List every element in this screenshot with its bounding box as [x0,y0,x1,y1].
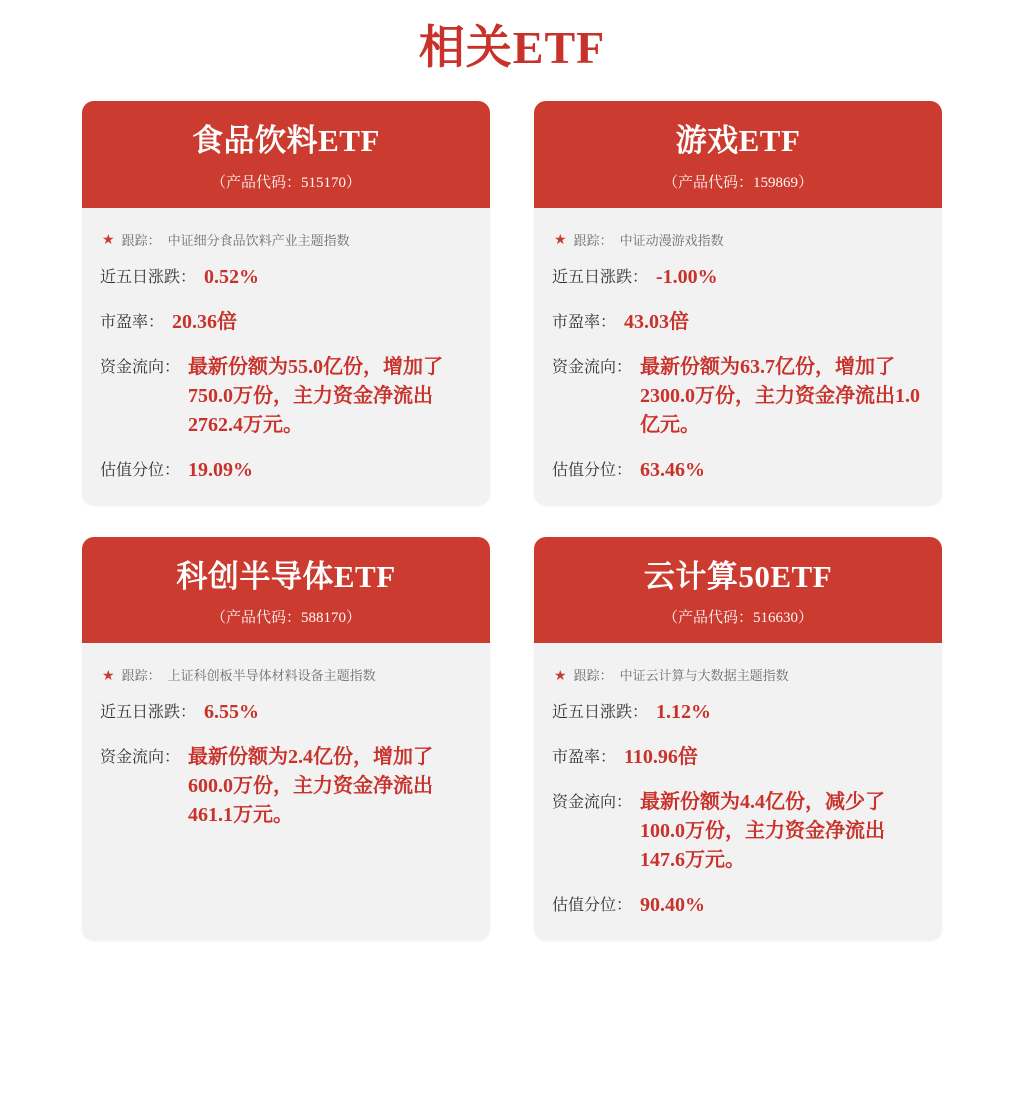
etf-card-header [534,101,942,208]
pe-ratio-label: 市盈率： [552,313,617,331]
five-day-change-row [100,263,472,292]
valuation-percentile-row [100,456,472,485]
fund-flow-row [552,788,924,875]
five-day-change-row [552,263,924,292]
etf-card-grid [0,101,1024,940]
tracking-index-row [100,657,472,698]
valuation-percentile-value: 63.46% [640,458,706,481]
valuation-percentile-row [552,891,924,920]
valuation-percentile-row [552,456,924,485]
pe-ratio-label: 市盈率： [100,313,165,331]
star-icon: ★ [102,666,115,683]
etf-card-body [82,643,490,940]
etf-code: （产品代码：159869） [662,174,813,191]
fund-flow-value: 最新份额为2.4亿份，增加了600.0万份，主力资金净流出461.1万元。 [188,746,434,827]
etf-code: （产品代码：516630） [662,610,813,627]
valuation-percentile-value: 19.09% [188,458,254,481]
star-icon: ★ [554,666,567,683]
five-day-change-value: 1.12% [656,701,712,724]
five-day-change-value: 0.52% [204,265,260,288]
etf-card-header [82,537,490,644]
pe-ratio-row [552,743,924,772]
five-day-change-row [100,698,472,727]
tracking-index-name: 中证云计算与大数据主题指数 [619,668,789,684]
tracking-index-row [100,222,472,263]
etf-card[interactable] [534,537,942,941]
tracking-index-name: 中证动漫游戏指数 [619,232,724,248]
fund-flow-value: 最新份额为4.4亿份，减少了100.0万份，主力资金净流出147.6万元。 [640,791,886,872]
etf-card[interactable] [82,537,490,941]
valuation-percentile-label: 估值分位： [552,461,633,479]
five-day-change-value: 6.55% [204,701,260,724]
etf-card-body [82,208,490,505]
fund-flow-label: 资金流向： [100,358,181,376]
valuation-percentile-value: 90.40% [640,894,706,917]
five-day-change-label: 近五日涨跌： [100,268,197,286]
five-day-change-value: -1.00% [656,265,718,288]
etf-card[interactable] [534,101,942,505]
etf-name: 食品饮料ETF [192,123,380,159]
tracking-index-name: 上证科创板半导体材料设备主题指数 [167,668,376,684]
valuation-percentile-label: 估值分位： [552,897,633,915]
etf-name: 科创半导体ETF [176,558,396,594]
five-day-change-row [552,698,924,727]
pe-ratio-value: 110.96倍 [624,746,698,769]
etf-card-body [534,208,942,505]
tracking-label: 跟踪： [121,668,161,684]
fund-flow-label: 资金流向： [552,358,633,376]
fund-flow-label: 资金流向： [552,794,633,812]
pe-ratio-value: 43.03倍 [624,310,690,333]
page-title: 相关ETF [418,22,606,73]
tracking-label: 跟踪： [573,668,613,684]
pe-ratio-row [100,308,472,337]
pe-ratio-value: 20.36倍 [172,310,238,333]
etf-name: 云计算50ETF [643,558,833,594]
five-day-change-label: 近五日涨跌： [552,268,649,286]
fund-flow-value: 最新份额为63.7亿份，增加了2300.0万份，主力资金净流出1.0亿元。 [640,355,921,436]
fund-flow-row [100,743,472,830]
tracking-index-name: 中证细分食品饮料产业主题指数 [167,232,350,248]
etf-card-body [534,643,942,940]
etf-card-header [82,101,490,208]
pe-ratio-label: 市盈率： [552,749,617,767]
pe-ratio-row [552,308,924,337]
tracking-label: 跟踪： [121,232,161,248]
tracking-label: 跟踪： [573,232,613,248]
fund-flow-row [100,353,472,440]
fund-flow-row [552,353,924,440]
fund-flow-value: 最新份额为55.0亿份，增加了750.0万份，主力资金净流出2762.4万元。 [188,355,444,436]
etf-code: （产品代码：515170） [210,174,361,191]
star-icon: ★ [554,231,567,248]
etf-card[interactable] [82,101,490,505]
etf-name: 游戏ETF [675,123,801,159]
etf-code: （产品代码：588170） [210,610,361,627]
star-icon: ★ [102,231,115,248]
tracking-index-row [552,657,924,698]
fund-flow-label: 资金流向： [100,749,181,767]
five-day-change-label: 近五日涨跌： [100,704,197,722]
etf-card-header [534,537,942,644]
valuation-percentile-label: 估值分位： [100,461,181,479]
five-day-change-label: 近五日涨跌： [552,704,649,722]
tracking-index-row [552,222,924,263]
